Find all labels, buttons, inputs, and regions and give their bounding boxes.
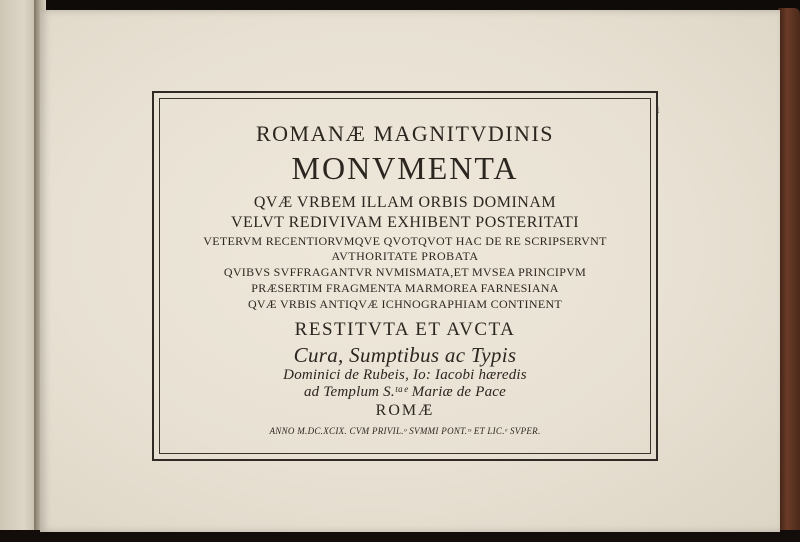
subtitle-line-2: VELVT REDIVIVAM EXHIBENT POSTERITATI <box>230 214 580 231</box>
title-plate <box>159 98 651 454</box>
restituta-line: RESTITVTA ET AVCTA <box>294 319 516 340</box>
plate-number: 1 <box>655 105 660 115</box>
title-main: MONVMENTA <box>291 150 519 186</box>
publisher-line-1: Cura, Sumptibus ac Typis <box>293 343 517 367</box>
imprint-line: ANNO M.DC.XCIX. CVM PRIVIL.ᵒ SVMMI PONT.ᶦˢ ET LIC.ᵉ SVPER. <box>269 426 541 436</box>
description-line-5: QVÆ VRBIS ANTIQVÆ ICHNOGRAPHIAM CONTINENT <box>247 297 563 311</box>
cover-edge <box>778 8 800 542</box>
description-line-4: PRÆSERTIM FRAGMENTA MARMOREA FARNESIANA <box>251 281 559 295</box>
title-plate-frame <box>152 91 658 461</box>
description-line-3: QVIBVS SVFFRAGANTVR NVMISMATA,ET MVSEA PRINCIPVM <box>223 265 587 279</box>
place-line: ROMÆ <box>375 402 435 419</box>
description-line-1: VETERVM RECENTIORVMQVE QVOTQVOT HAC DE RE SCRIPSERVNT <box>203 234 607 248</box>
publisher-line-3: ad Templum S.ᵗᵃᵉ Mariæ de Pace <box>303 384 507 400</box>
title-line-1: ROMANÆ MAGNITVDINIS <box>256 121 554 146</box>
right-page <box>40 10 780 532</box>
description-line-2: AVTHORITATE PROBATA <box>331 249 479 263</box>
subtitle-line-1: QVÆ VRBEM ILLAM ORBIS DOMINAM <box>253 194 557 211</box>
publisher-line-2: Dominici de Rubeis, Io: Iacobi hæredis <box>283 367 527 383</box>
